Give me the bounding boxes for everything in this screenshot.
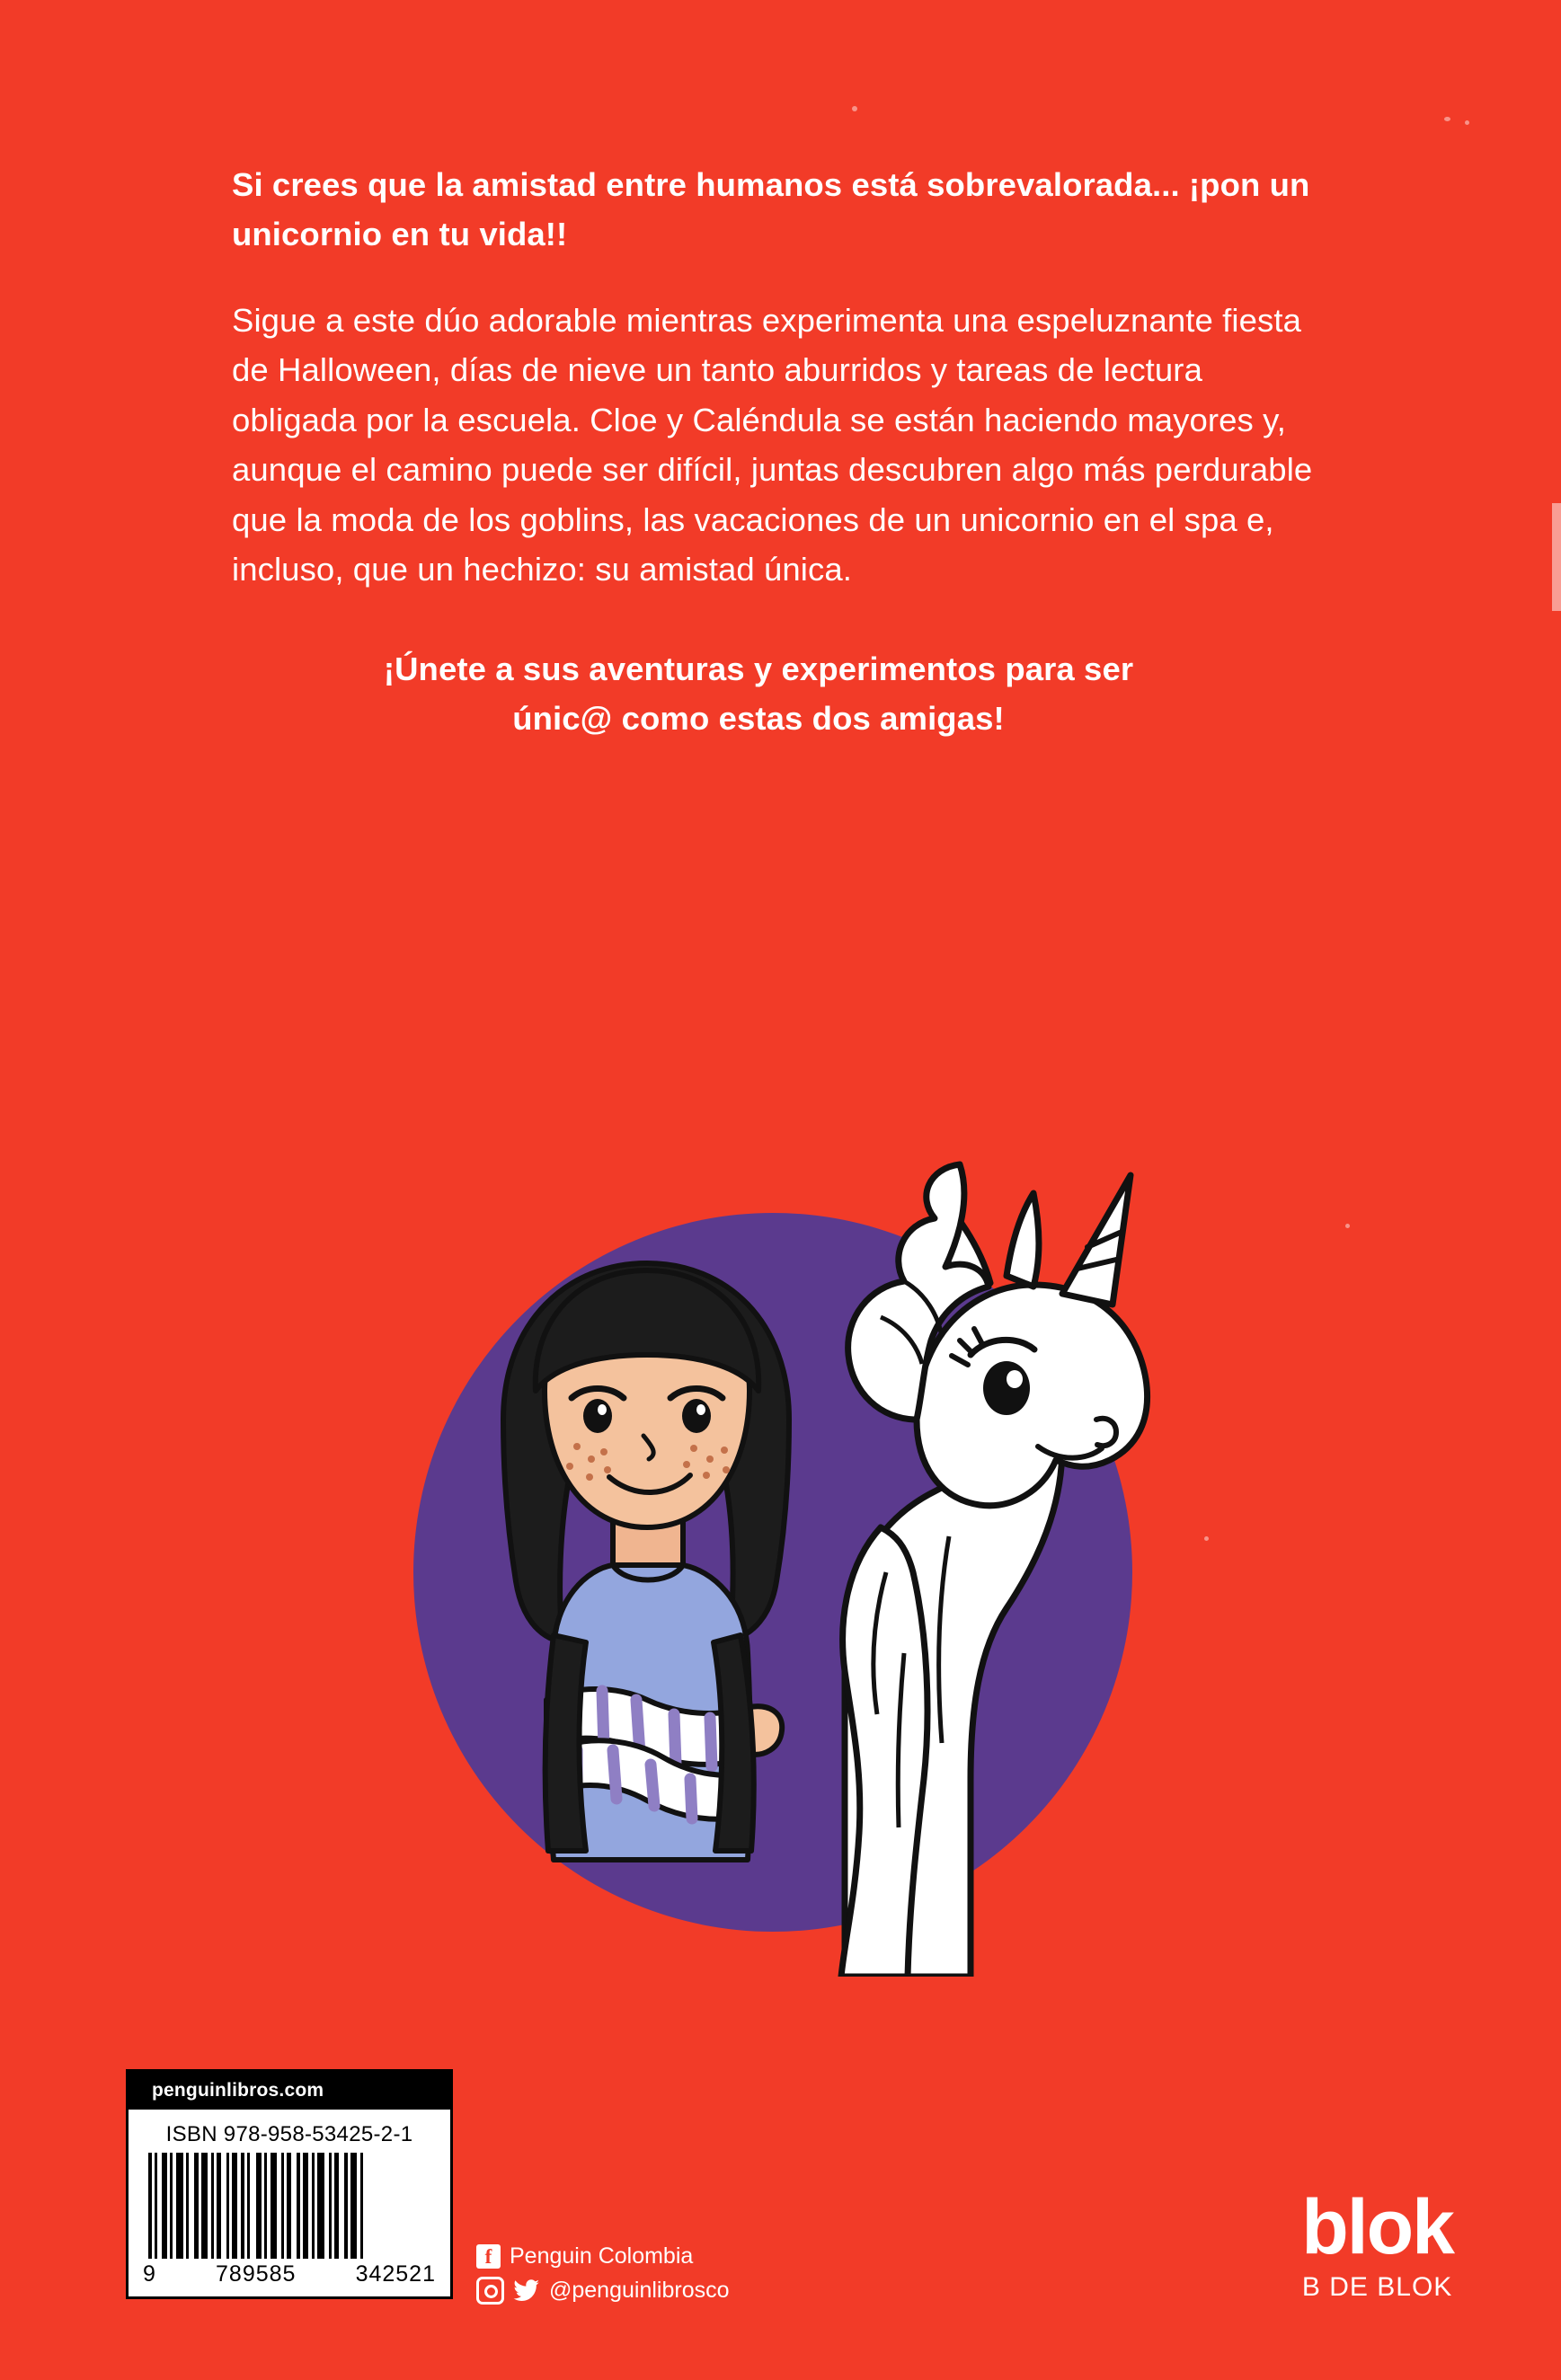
scan-speckle — [1204, 1536, 1209, 1541]
isbn-barcode-block — [126, 2069, 453, 2299]
instagram-icon — [476, 2277, 504, 2305]
girl-figure — [503, 1263, 789, 1860]
barcode-digit-left: 9 — [143, 2261, 156, 2287]
barcode-bars — [148, 2153, 430, 2259]
scan-speckle — [1465, 120, 1469, 125]
blurb-closing: ¡Únete a sus aventuras y experimentos para ser únic@ como estas dos amigas! — [383, 650, 1134, 737]
scan-speckle — [1345, 1224, 1350, 1228]
publisher-name: blok — [1301, 2184, 1453, 2271]
cover-illustration — [377, 1150, 1168, 1977]
penguinlibros-site: penguinlibros.com — [129, 2072, 450, 2110]
social-handle-label: @penguinlibrosco — [549, 2278, 730, 2303]
social-links — [476, 2243, 730, 2312]
scan-speckle — [852, 106, 857, 111]
blurb-body: Sigue a este dúo adorable mientras experimenta una espeluznante fiesta de Halloween, días de nieve un tanto aburridos y tareas de lectura obligada por la escuela. Cloe y Caléndula se están haciendo mayores y, aunque el camino puede ser difícil, juntas descubren algo más perdurable que la moda de los goblins, las vacaciones de un unicornio en el spa e, incluso, que un hechizo: su amistad única. — [232, 301, 1313, 588]
barcode-digits — [129, 2259, 450, 2296]
back-cover-blurb — [232, 160, 1330, 770]
facebook-label: Penguin Colombia — [510, 2243, 694, 2269]
twitter-icon — [513, 2279, 540, 2303]
facebook-row[interactable] — [476, 2243, 730, 2269]
facebook-icon: f — [476, 2244, 501, 2269]
publisher-logo — [1301, 2184, 1453, 2303]
barcode-digit-mid: 789585 — [216, 2261, 297, 2287]
publisher-tagline: B DE BLOK — [1301, 2272, 1453, 2302]
scan-edge-artifact — [1552, 503, 1561, 611]
blurb-lead: Si crees que la amistad entre humanos está sobrevalorada... ¡pon un unicornio en tu vida!! — [232, 166, 1310, 253]
isbn-number: ISBN 978-958-53425-2-1 — [165, 2122, 413, 2146]
barcode-digit-right: 342521 — [355, 2261, 436, 2287]
handle-row[interactable] — [476, 2277, 730, 2305]
scan-speckle — [1444, 117, 1450, 121]
